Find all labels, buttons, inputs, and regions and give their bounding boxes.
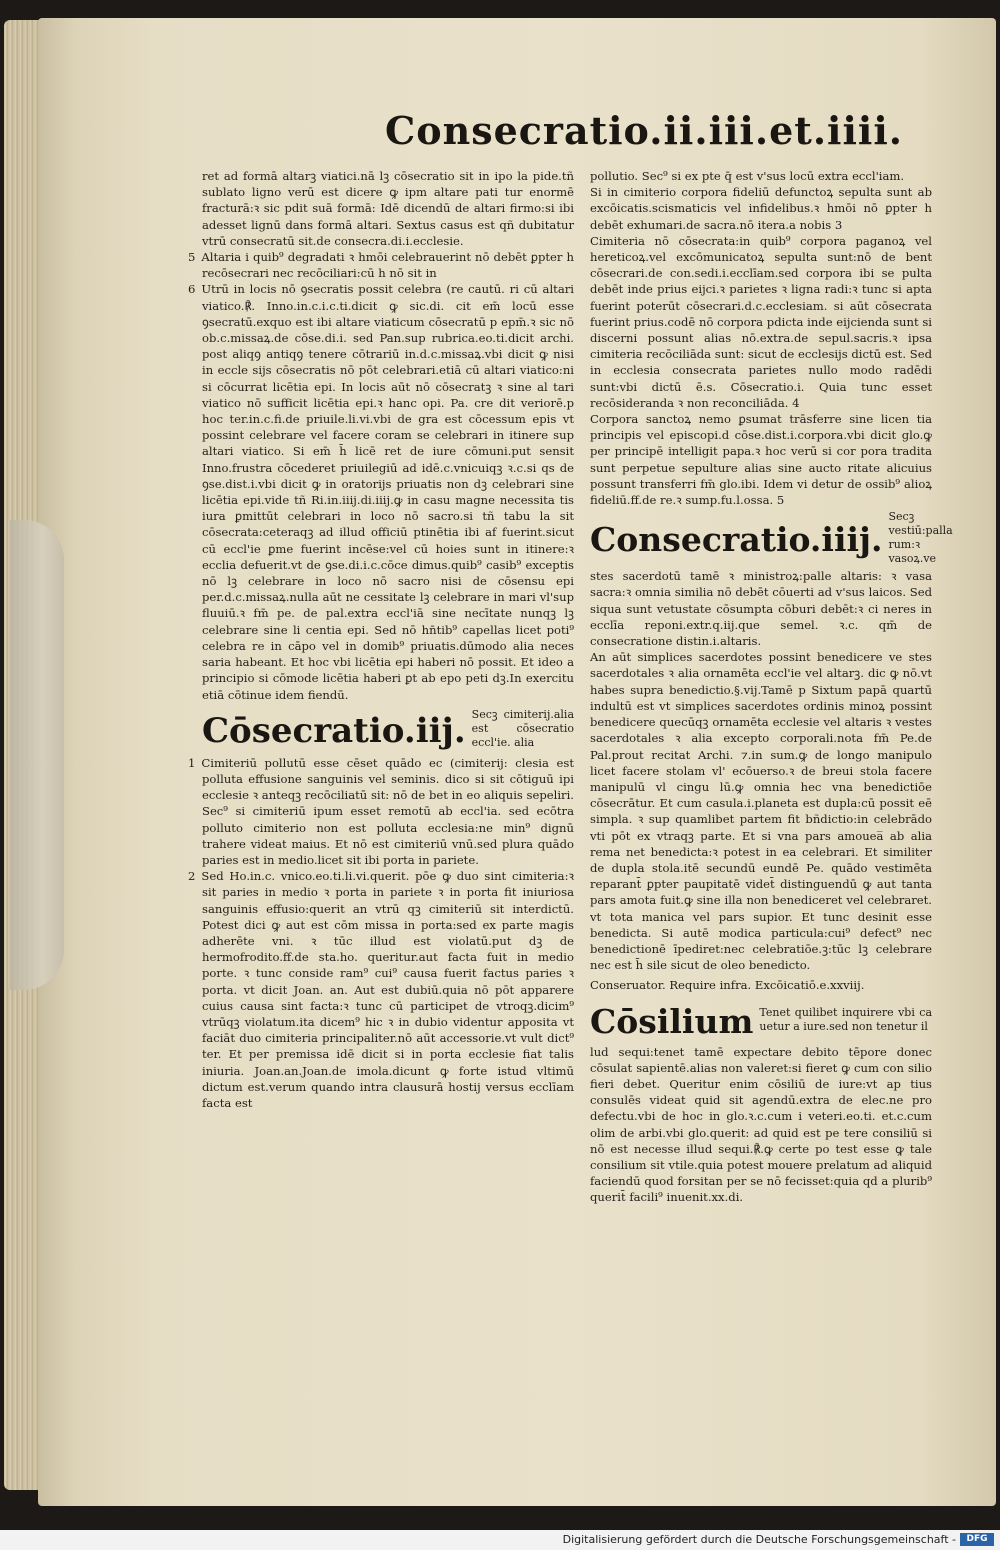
paragraph-text: Si in cimiterio corpora fideliū defunctoꝝ sepulta sunt ab excōicatis.scismaticis vel infidelibus.ꝛ hmōi nō ꝑpter h debēt exhumari.de sacra.nō itera.a nobis [590, 185, 932, 232]
paragraph: Conseruator. Require infra. Excōicatiō.e.xxviij. [590, 978, 865, 993]
marginal-number: 6 [188, 282, 196, 297]
paragraph-text: Cimiteriū pollutū esse cēset quādo ec (cimiterij: clesia est polluta effusione sanguinis vel seminis. dico si sit cōtiguū ipi ecclesie ꝛ anteqꝫ recōciliatū sit: nō de bet in eo aliquis sepeliri. Sec⁹ si cimiteriū ipum esset remotū ab eccl'ia. sed ecōtra polluto cimiterio non est polluta ecclesia:ne min⁹ dignū trahere videat maius. Et nō est cimiteriū vnū.sed plura quādo paries est in medio.licet sit ibi porta in pariete. [201, 755, 574, 867]
running-header: Consecratio.ii.iii.et.iiii. [385, 108, 904, 153]
left-column [188, 168, 574, 1111]
right-column [590, 168, 953, 1206]
paragraph [590, 233, 932, 411]
section-title: Cōsecratio.iij. [202, 710, 466, 751]
section-subtitle: Secꝫ vestiū:palla rum:ꝛ vasoꝝ.ve [888, 510, 953, 566]
footer-bar [0, 1530, 1000, 1550]
paragraph: ret ad formā altarꝫ viatici.nā lꝫ cōsecratio sit in ipo la pide.tñ sublato ligno verū est dicere ꝙ ipm altare pati tur enormē fracturā:ꝛ sic pdit suā formā: Idē dicendū de altari firmo:si ibi adesset lignū dans formā altari. Sextus casus est qñ dubitatur vtrū consecratū sit.de consecra.di.i.ecclesie. [202, 169, 574, 248]
page-holder-strip [10, 520, 64, 990]
paragraph-text: Utrū in locis nō ꝯsecratis possit celebra (re cautū. ri cū altari viatico.℟. Inno.in.c.i.c.ti.dicit ꝙ sic.di. cit em̄ locū esse ꝯsecratū.exquo est ibi altare viaticum cōsecratū p epm̄.ꝛ sic nō ob.c.missaꝝ.de cōse.di.i. sed Pan.sup rubrica.eo.ti.dicit archi. post aliqꝯ antiqꝯ tenere cōtrariū in.d.c.missaꝝ.vbi dicit ꝙ nisi in eccle sijs cōsecratis nō pōt celebrari.etiā cū altari viatico:ni si cōcurrat licētia epi. In locis aūt nō cōsecratꝫ ꝛ sine al tari viatico nō sufficit licētia epi.ꝛ hanc opi. Pa. cre dit veriorē.p hoc ter.in.c.fi.de priuile.li.vi.vbi de gra est cōcessum epis vt possint celebrare vel facere coram se celebrari in itinere sup altari viatico. Si em̄ h̄ licē ret de iure cōmuni.put sensit Inno.frustra cōcederet priuilegiū ad idē.c.vnicuiqꝫ ꝛ.c.si qs de ꝯse.dist.i.vbi dicit ꝙ in oratorijs priuatis non dꝫ celebrari sine licētia epi.vide tñ Ri.in.iiij.di.iiij.ꝙ in casu magne necessita tis iura ꝑmittūt celebrari in loco nō sacro.si tñ tabu la sit cōsecrata:ceteraqꝫ ad illud officiū ptinētia ibi af fuerint.sicut cū eccl'ie ꝑme fuerint incēse:vel cū hoies sunt in itinere:ꝛ ecclia defuerit.vt de ꝯse.di.i.c.cōce dimus.quib⁹ casib⁹ exceptis nō lꝫ celebrare in loco nō sacro nisi de cōsensu epi per.d.c.missaꝝ.nulla aūt ne cessitate lꝫ celebrare in mari vl'sup fluuiū.ꝛ fm̄ pe. de pal.extra eccl'iā sine necītate nunqꝫ lꝫ celebrare sine li centia epi. Sed nō hn̄tib⁹ capellas licet poti⁹ celebra re in cāpo vel in domib⁹ priuatis.dūmodo alia neces saria habeant. Et hoc vbi licētia epi haberi nō possit. Et ideo a principio si cōmode licētia haberi ꝑt ab epo peti dꝫ.In exercitu etiā cōtinue idem fiendū. [201, 282, 574, 702]
paragraph: stes sacerdotū tamē ꝛ ministroꝝ:palle altaris: ꝛ vasa sacra:ꝛ omnia similia nō debēt cōuerti ad v'sus laicos. Sed siqua sunt vetustate cōsumpta cōburi debēt:ꝛ ci neres in ecclīa reponi.extr.q.iij.que semel. ꝛ.c. qm̄ de consecratione distin.i.altaris. [590, 569, 932, 649]
section-heading [590, 510, 953, 566]
paragraph: lud sequi:tenet tamē expectare debito tēpore donec cōsulat sapientē.alias non valeret:si fieret ꝙ cum con silio fieri debet. Queritur enim cōsiliū de iure:vt ap tius consulēs videat quid sit agendū.extra de elec.ne pro defectu.vbi de hoc in glo.ꝛ.c.cum i veteri.eo.ti. et.c.cum olim de arbi.vbi glo.querit: ad quid est pe tere consiliū si nō est necesse illud sequi.℟.ꝙ certe po test esse ꝙ tale consilium sit vtile.quia potest mouere prelatum ad aliquid faciendū quod forsitan per se nō fecisset:quia qd a plurib⁹ querit̄ facili⁹ inuenit.xx.di. [590, 1044, 932, 1205]
marginal-number: 5 [776, 493, 785, 508]
section-title: Cōsilium [590, 1001, 754, 1041]
section-subtitle: Secꝫ cimiterij.alia est cōsecratio eccl'ie. alia [471, 707, 574, 749]
paragraph [188, 755, 574, 868]
marginal-number: 1 [188, 755, 196, 770]
paragraph [590, 411, 932, 508]
section-title: Consecratio.iiij. [590, 520, 883, 560]
marginal-number: 4 [792, 395, 800, 410]
paragraph: An aūt simplices sacerdotes possint benedicere ve stes sacerdotales ꝛ alia ornamēta eccl'ie vel altarꝫ. dic ꝙ nō.vt habes supra benedictio.§.vij.Tamē p Sixtum papā quartū indultū est vt simplices sacerdotes ordinis minoꝝ possint benedicere quecūqꝫ ornamēta ecclesie vel altaris ꝛ vestes sacerdotales ꝛ alia excepto corporali.nota fm̄ Pe.de Pal.prout recitat Archi. ⁊.in sum.ꝙ de longo manipulo licet facere stolam vl' ecōuerso.ꝛ de breui stola facere manipulū vl cingu lū.ꝙ omnia hec vna benedictiōe cōsecrātur. Et cum casula.i.planeta est dupla:cū possit eē simpla. ꝛ sup quamlibet partem fit bñdictio:in celebrādo vti pōt ex vtraqꝫ parte. Et si vna pars amouea̅ ab alia rema net benedicta:ꝛ potest in ea celebrari. Et similiter de dupla stola.itē secundū eundē Pe. quādo vestimēta reparant̄ ꝑpter paupitatē videt̄ distinguendū ꝙ aut tanta pars amota fuit.ꝙ sine illa non benediceret vel celebraret. vt tota manica vel pars supior. Et tunc desinit esse benedicta. Si autē modica particula:cui⁹ defect⁹ nec benedictionē īpediret:nec celebratiōe.ꝫ:tūc lꝫ celebrare nec est h̄ sile sicut de oleo benedicto. [590, 650, 932, 973]
section-heading [202, 707, 574, 751]
paragraph [188, 281, 574, 702]
paragraph-text: Cimiteria nō cōsecrata:in quib⁹ corpora paganoꝝ vel hereticoꝝ.vel excōmunicatoꝝ sepulta sunt:nō de bent cōsecrari.de con.sedi.i.ecclīam.sed corpora ibi se pulta debēt inde prius eijci.ꝛ parietes ꝛ ligna radi:ꝛ tunc si apta fuerint poterūt cōsecrari.d.c.ecclesiam. si aūt cōsecrata fuerint prius.codē nō corpora pdicta inde eijcienda sunt si discerni possunt alias nō.extra.de sepul.sacris.ꝛ ipsa cimiteria recōciliāda sunt: sicut de ecclesijs dictū est. Sed in ecclesia consecrata parietes nullo modo radēdi sunt:vbi dictū ē.s. Cōsecratio.i. Quia tunc esset recōsideranda ꝛ non reconciliāda. [590, 233, 932, 410]
marginal-number: 5 [188, 250, 196, 265]
funding-credit: Digitalisierung gefördert durch die Deutsche Forschungsgemeinschaft - [562, 1533, 956, 1546]
paragraph-text: Sed Ho.in.c. vnico.eo.ti.li.vi.querit. pōe ꝙ duo sint cimiteria:ꝛ sit paries in medio ꝛ porta in pariete ꝛ in porta fit iniuriosa sanguinis effusio:querit an vtrū qꝫ cimiteriū sit interdictū. Potest dici ꝙ aut est cōm missa in porta:sed ex parte magis adherēte vni. ꝛ tūc illud est violatū.put dꝫ de hermofrodito.ff.de sta.ho. queritur.aut facta fuit in medio porte. ꝛ tunc conside ram⁹ cui⁹ causa fuerit factus paries ꝛ porta. vt dicit Joan. an. Aut est dubiū.quia nō pōt apparere cuius causa sint facta:ꝛ tunc cū participet de vtroqꝫ.dicim⁹ vtrūqꝫ violatum.ita dicem⁹ hic ꝛ in dubio videntur apposita vt faciāt duo cimiteria principaliter.nō aūt accessorie.vt vult dict⁹ ter. Et per premissa idē dicit si in porta ecclesie fiat talis iniuria. Joan.an.Joan.de imola.dicunt ꝙ forte istud vltimū dictum est.verum quando intra clausurā hostij versus ecclīam facta est [201, 869, 574, 1110]
section-heading [590, 998, 932, 1042]
paragraph [188, 249, 574, 281]
paragraph: pollutio. Sec⁹ si ex pte q̄ est v'sus locū extra eccl'iam. [590, 169, 905, 183]
section-subtitle: Tenet quilibet inquirere vbi ca uetur a iure.sed non tenetur il [759, 1005, 932, 1033]
marginal-number: 3 [834, 217, 843, 232]
paragraph-text: Corpora sanctoꝝ nemo ꝑsumat trāsferre sine licen tia principis vel episcopi.d cōse.dist.i.corpora.vbi dicit glo.ꝙ per principē intelligit papa.ꝛ hoc verū si cor pora tradita sunt perpetue sepulture alias sine aucto ritate alicuius possunt transferri fm̄ glo.ibi. Idem vi detur de ossib⁹ alioꝝ fideliū.ff.de re.ꝛ sump.fu.l.ossa. [590, 412, 932, 508]
dfg-logo: DFG [960, 1533, 994, 1546]
paragraph [188, 868, 574, 1111]
paragraph [590, 184, 932, 233]
paragraph-text: Altaria i quib⁹ degradati ꝛ hmōi celebrauerint nō debēt ꝑpter h recōsecrari nec recōciliari:cū h nō sit in [201, 250, 574, 281]
marginal-number: 2 [188, 869, 196, 884]
